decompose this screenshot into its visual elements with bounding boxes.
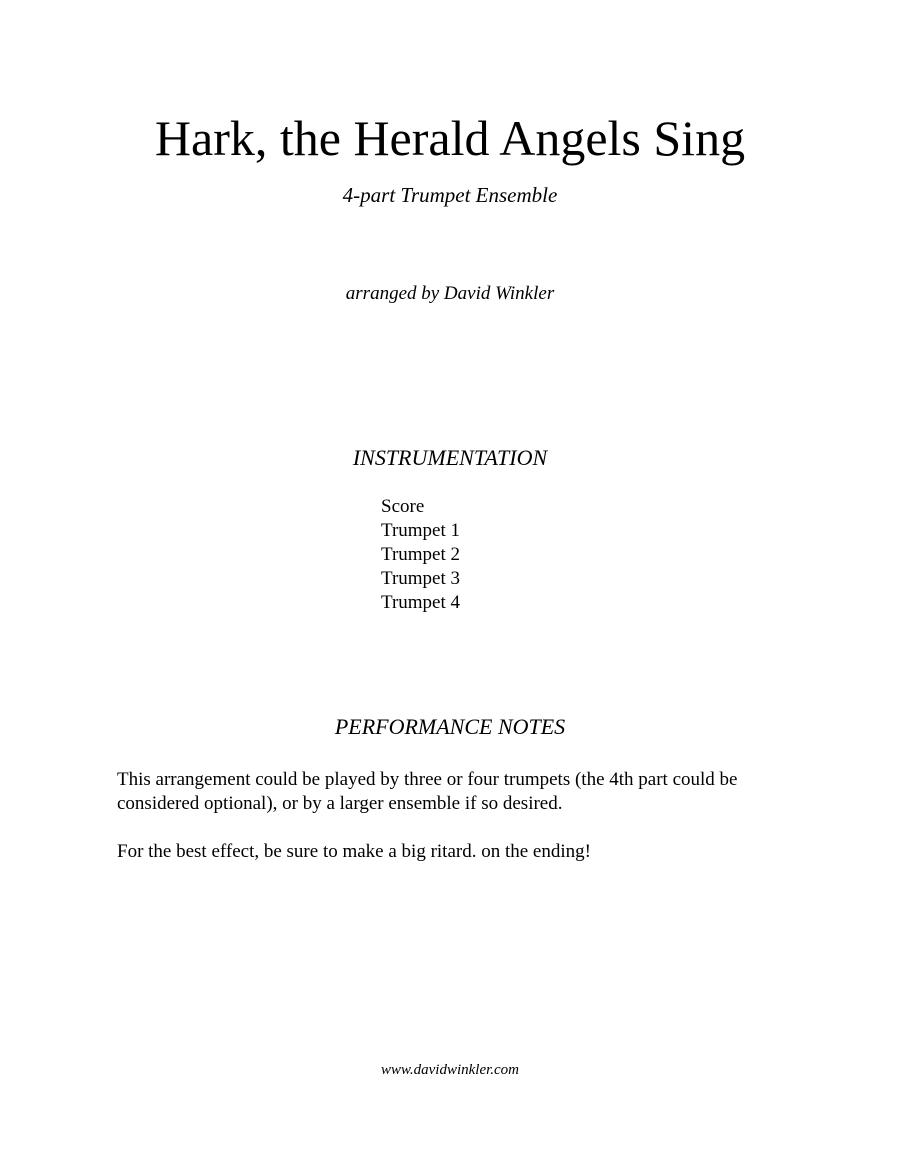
instrumentation-heading: INSTRUMENTATION [352,445,548,470]
instrumentation-list [381,495,460,615]
instrument-item-trumpet-1: Trumpet 1 [381,520,461,541]
performance-note-paragraph: This arrangement could be played by three or four trumpets (the 4th part could be considered optional), or by a larger ensemble if so desired. [117,769,738,814]
instrument-item-score: Score [381,496,425,517]
footer-website: www.davidwinkler.com [380,1062,520,1078]
performance-note-paragraph: For the best effect, be sure to make a big ritard. on the ending! [117,841,591,862]
instrument-item-trumpet-2: Trumpet 2 [381,544,461,565]
arranger-credit: arranged by David Winkler [345,283,555,304]
page-title: Hark, the Herald Angels Sing [154,110,746,166]
instrument-item-trumpet-3: Trumpet 3 [381,568,461,589]
subtitle: 4-part Trumpet Ensemble [342,183,558,207]
instrument-item-trumpet-4: Trumpet 4 [381,592,461,613]
performance-notes-heading: PERFORMANCE NOTES [334,714,566,739]
